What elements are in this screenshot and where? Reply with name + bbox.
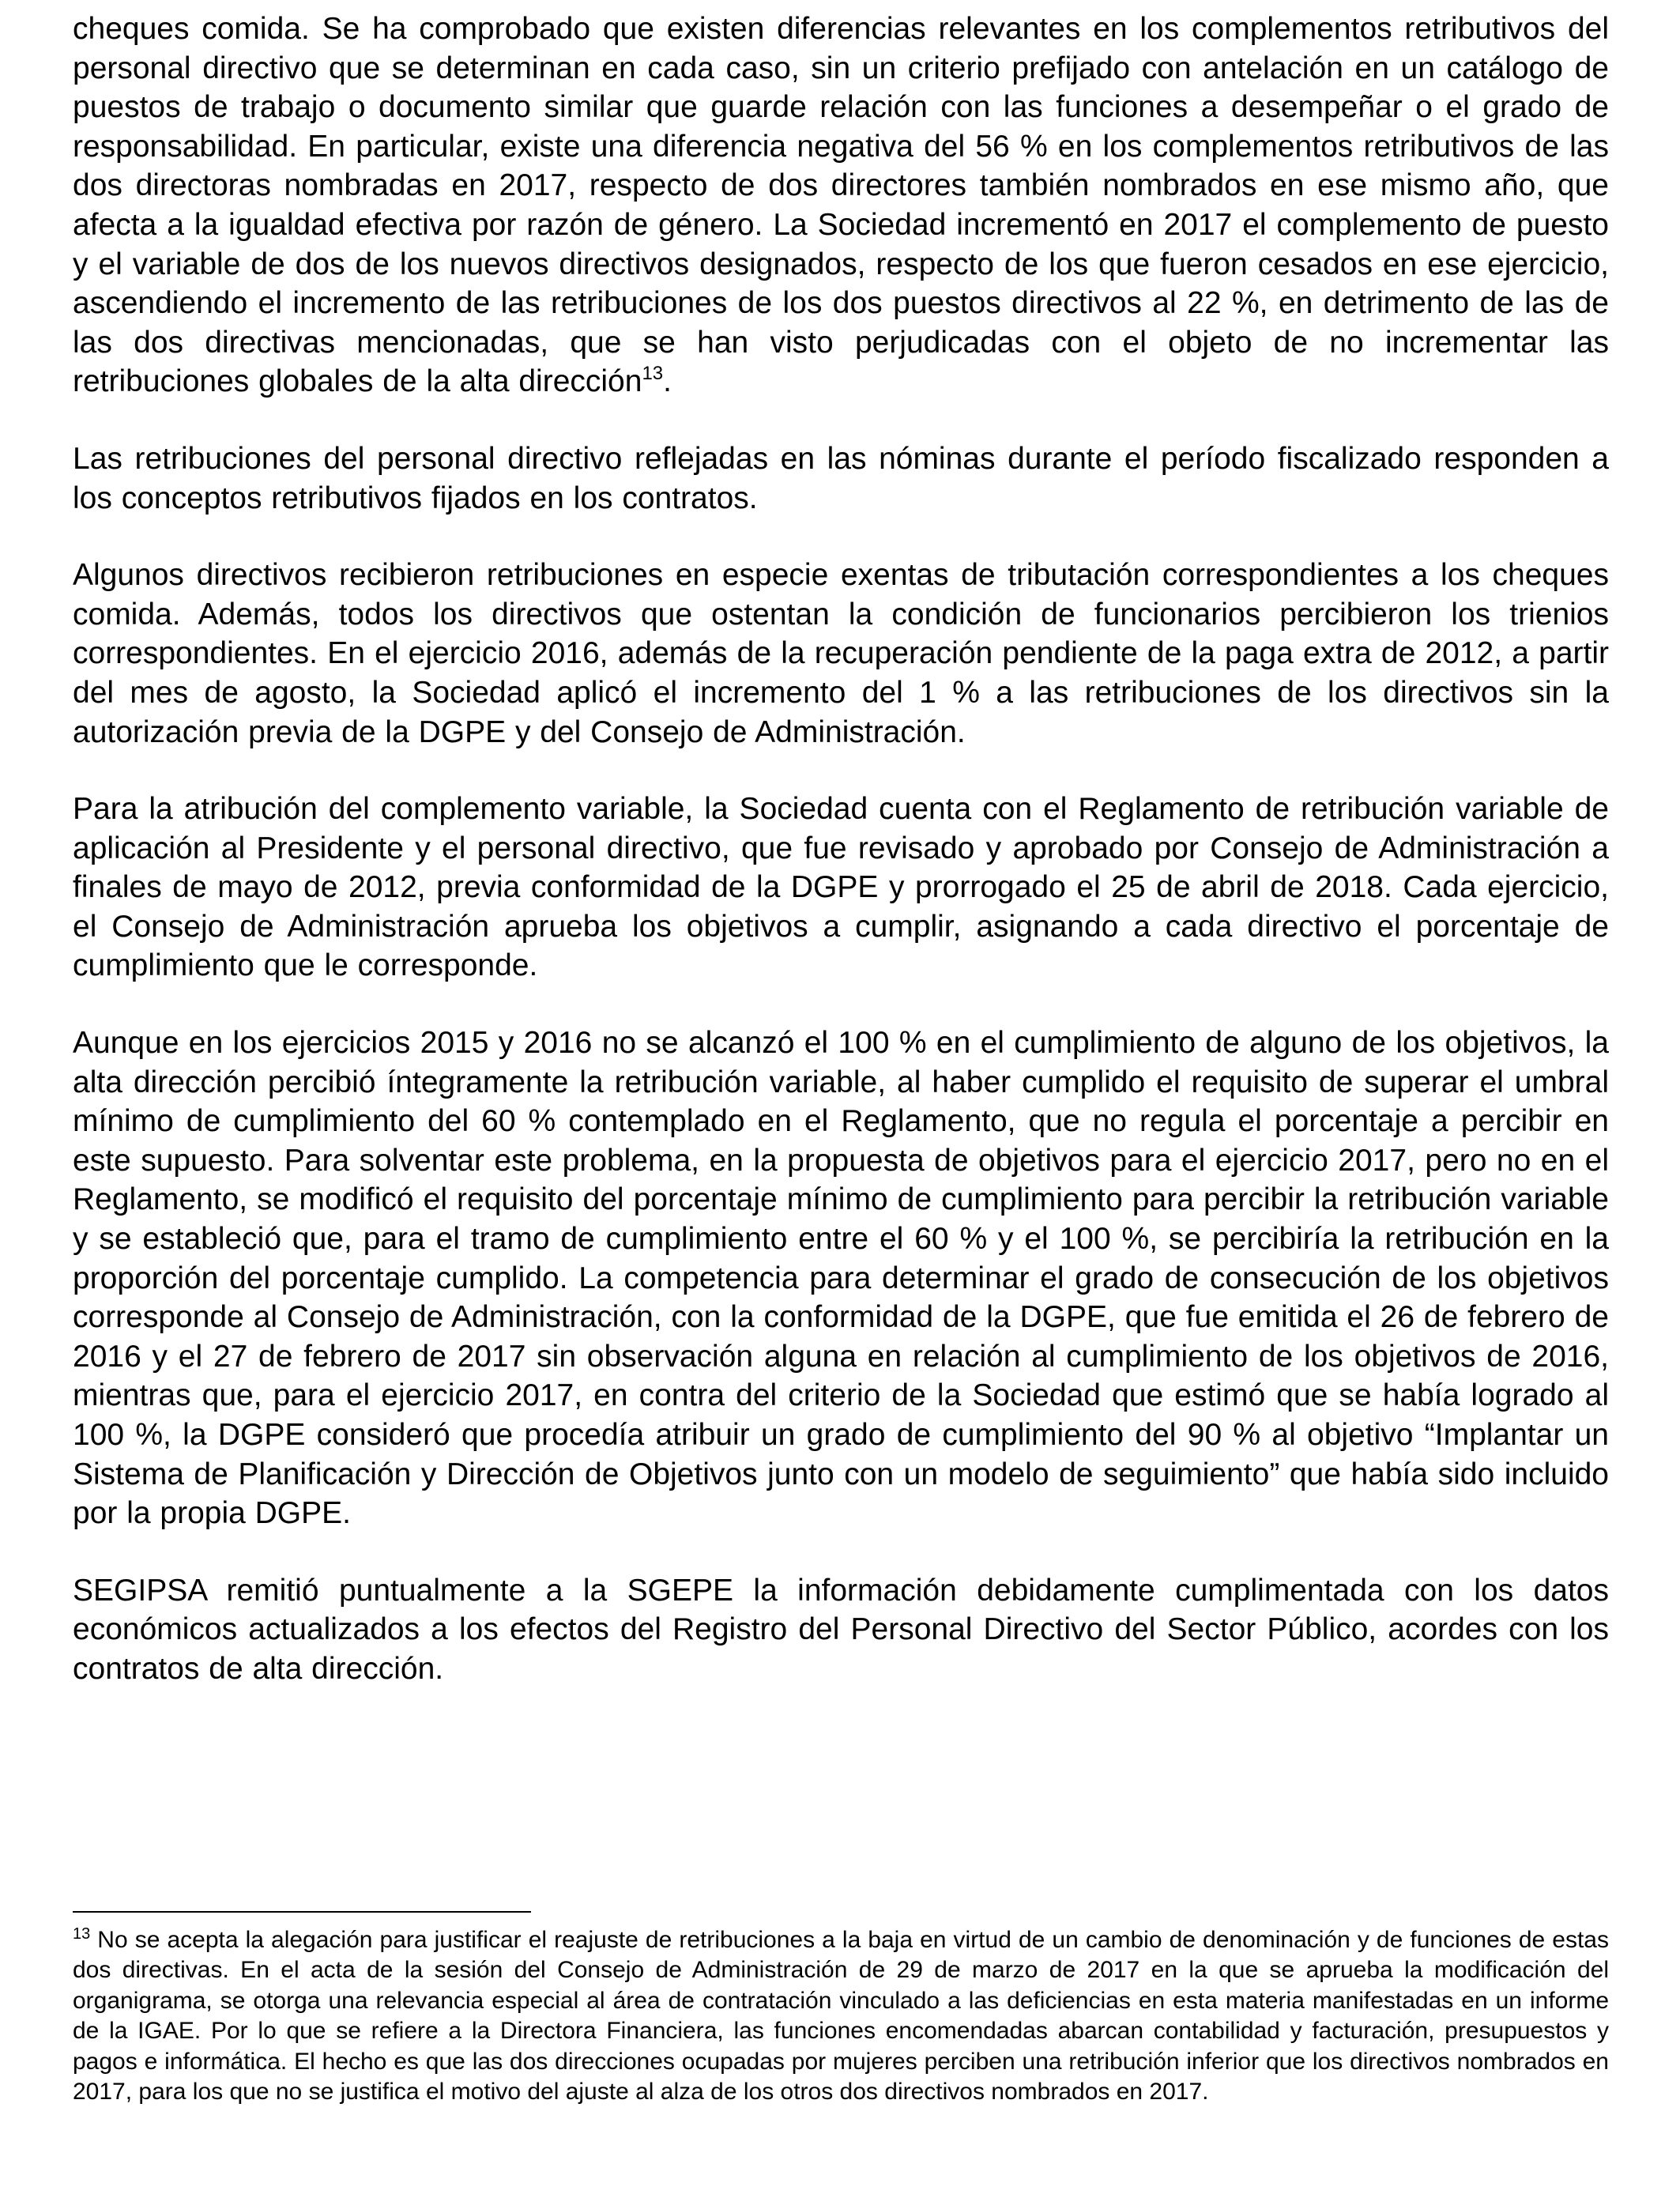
footnote-number: 13 — [73, 1925, 91, 1943]
footnote-reference[interactable]: 13 — [642, 363, 664, 385]
document-body — [73, 9, 1609, 1727]
paragraph-text: Aunque en los ejercicios 2015 y 2016 no se alcanzó el 100 % en el cumplimiento de alguno de los objetivos, la alta dirección percibió íntegramente la retribución variable, al haber cumplido el requisito de superar el umbral mínimo de cumplimiento del 60 % contemplado en el Reglamento, que no regula el porcentaje a percibir en este supuesto. Para solventar este problema, en la propuesta de objetivos para el ejercicio 2017, pero no en el Reglamento, se modificó el requisito del porcentaje mínimo de cumplimiento para percibir la retribución variable y se estableció que, para el tramo de cumplimiento entre el 60 % y el 100 %, se percibiría la retribución en la proporción del porcentaje cumplido. La competencia para determinar el grado de consecución de los objetivos corresponde al Consejo de Administración, con la conformidad de la DGPE, que fue emitida el 26 de febrero de 2016 y el 27 de febrero de 2017 sin observación alguna en relación al cumplimiento de los objetivos de 2016, mientras que, para el ejercicio 2017, en contra del criterio de la Sociedad que estimó que se había logrado al 100 %, la DGPE consideró que procedía atribuir un grado de cumplimiento del 90 % al objetivo “Implantar un Sistema de Planificación y Dirección de Objetivos junto con un modelo de seguimiento” que había sido incluido por la propia DGPE. — [73, 1026, 1609, 1531]
paragraph-registro-personal-directivo — [73, 1571, 1609, 1689]
footnote — [73, 1925, 1609, 2107]
paragraph-cumplimiento-objetivos — [73, 1023, 1609, 1533]
paragraph-complemento-variable — [73, 790, 1609, 986]
paragraph-nominas — [73, 439, 1609, 518]
paragraph-text: Algunos directivos recibieron retribuciones en especie exentas de tributación correspondientes a los cheques comida. Además, todos los directivos que ostentan la condición de funcionarios percibieron los trienios correspondientes. En el ejercicio 2016, además de la recuperación pendiente de la paga extra de 2012, a partir del mes de agosto, la Sociedad aplicó el incremento del 1 % a las retribuciones de los directivos sin la autorización previa de la DGPE y del Consejo de Administración. — [73, 558, 1609, 749]
footnote-text: No se acepta la alegación para justificar el reajuste de retribuciones a la baja en virtud de un cambio de denominación y de funciones de estas dos directivas. En el acta de la sesión del Consejo de Administración de 29 de marzo de 2017 en la que se aprueba la modificación del organigrama, se otorga una relevancia especial al área de contratación vinculado a las deficiencias en esta materia manifestadas en un informe de la IGAE. Por lo que se refiere a la Directora Financiera, las funciones encomendadas abarcan contabilidad y facturación, presupuestos y pagos e informática. El hecho es que las dos direcciones ocupadas por mujeres perciben una retribución inferior que los directivos nombrados en 2017, para los que no se justifica el motivo del ajuste al alza de los otros dos directivos nombrados en 2017. — [73, 1927, 1609, 2105]
paragraph-text: cheques comida. Se ha comprobado que existen diferencias relevantes en los complementos retributivos del personal directivo que se determinan en cada caso, sin un criterio prefijado con antelación en un catálogo de puestos de trabajo o documento similar que guarde relación con las funciones a desempeñar o el grado de responsabilidad. En particular, existe una diferencia negativa del 56 % en los complementos retributivos de las dos directoras nombradas en 2017, respecto de dos directores también nombrados en ese mismo año, que afecta a la igualdad efectiva por razón de género. La Sociedad incrementó en 2017 el complemento de puesto y el variable de dos de los nuevos directivos designados, respecto de los que fueron cesados en ese ejercicio, ascendiendo el incremento de las retribuciones de los dos puestos directivos al 22 %, en detrimento de las de las dos directivas mencionadas, que se han visto perjudicadas con el objeto de no incrementar las retribuciones globales de la alta dirección — [73, 12, 1609, 399]
paragraph-text: Las retribuciones del personal directivo reflejadas en las nóminas durante el período fiscalizado responden a los conceptos retributivos fijados en los contratos. — [73, 441, 1609, 515]
footnote-separator — [73, 1911, 531, 1913]
paragraph-retribuciones-especie — [73, 556, 1609, 752]
paragraph-text: Para la atribución del complemento variable, la Sociedad cuenta con el Reglamento de retribución variable de aplicación al Presidente y el personal directivo, que fue revisado y aprobado por Consejo de Administración a finales de mayo de 2012, previa conformidad de la DGPE y prorrogado el 25 de abril de 2018. Cada ejercicio, el Consejo de Administración aprueba los objetivos a cumplir, asignando a cada directivo el porcentaje de cumplimiento que le corresponde. — [73, 792, 1609, 983]
paragraph-text: SEGIPSA remitió puntualmente a la SGEPE la información debidamente cumplimentada con los datos económicos actualizados a los efectos del Registro del Personal Directivo del Sector Público, acordes con los contratos de alta dirección. — [73, 1573, 1609, 1686]
paragraph-tail: . — [663, 364, 672, 399]
paragraph-complementos-retributivos — [73, 9, 1609, 401]
